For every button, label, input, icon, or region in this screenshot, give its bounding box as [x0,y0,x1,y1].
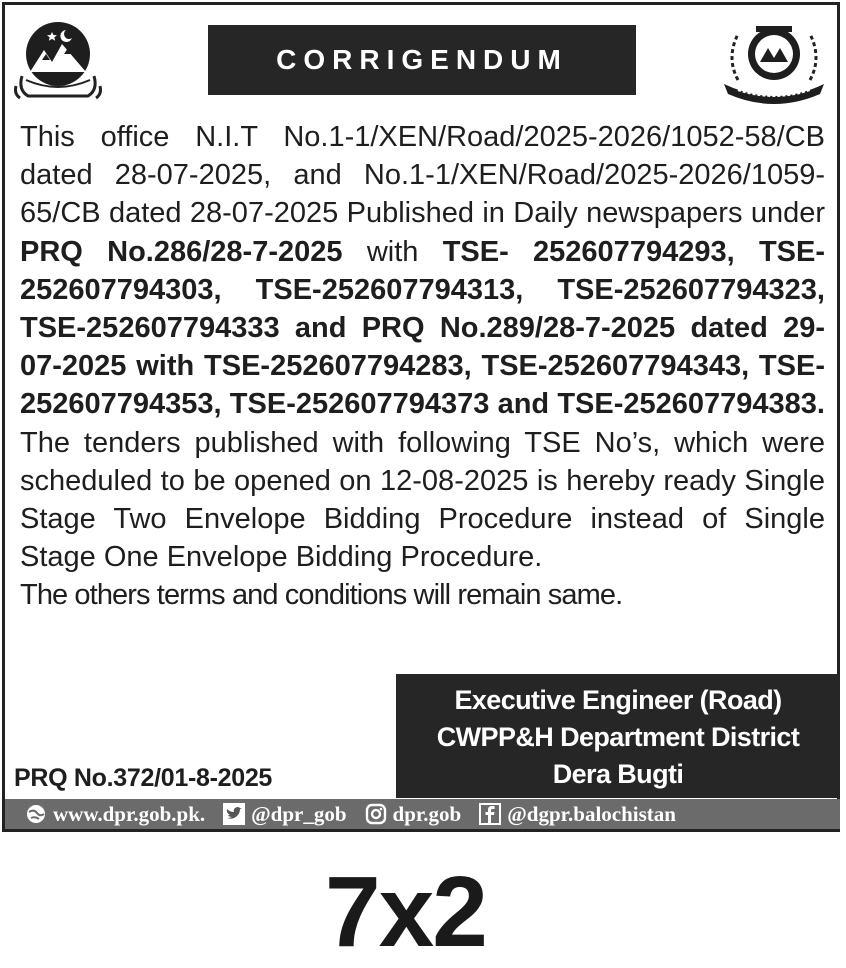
terms-line: The others terms and conditions will remain same. [20,579,623,611]
prq-reference-1: PRQ No.286/28-7-2025 [20,235,343,268]
footer-instagram[interactable] [365,802,462,827]
footer-facebook[interactable] [479,802,676,827]
body-text-intro: This office N.I.T No.1-1/XEN/Road/2025-2026/1052-58/CB dated 28-07-2025, and No.1-1/XEN/Road/2025-2026/1059-65/CB dated 28-07-2025 Published in Daily newspapers under [20,121,825,230]
balochistan-emblem-icon [12,16,104,102]
corrigendum-body [20,118,825,576]
prq-number: PRQ No.372/01-8-2025 [14,764,273,792]
instagram-icon [365,803,387,825]
body-text-with: with [342,235,443,268]
instagram-handle: dpr.gob [392,801,462,826]
footer-bar [5,799,840,829]
footer-website[interactable] [25,802,205,827]
body-text-notice: The tenders published with following TSE No’s, which were scheduled to be opened on 12-08-2025 is hereby ready Single Stage Two Envelope Bidding Procedure instead of Single Stage One Envelope Bidding Procedure. [20,426,825,574]
facebook-handle: @dgpr.balochistan [507,801,676,826]
page-title: CORRIGENDUM [276,44,568,75]
dgpr-emblem-icon [716,18,832,104]
tse-numbers: TSE- 252607794293, TSE-252607794303, TSE-252607794313, TSE-252607794323, TSE-252607794333 and PRQ No.289/28-7-2025 dated 29-07-2025 with TSE-252607794283, TSE-252607794343, TSE-252607794353, TSE-252607794373 and TSE-252607794383. [20,235,825,421]
title-banner [208,25,636,95]
signature-title: Executive Engineer (Road) [454,685,782,715]
facebook-icon [479,803,501,825]
signature-department: CWPP&H Department District [436,722,800,752]
signature-block [396,674,840,798]
signature-district: Dera Bugti [552,759,684,789]
footer-twitter[interactable] [223,802,346,827]
twitter-icon [223,803,245,825]
globe-icon [25,803,47,825]
website-text: www.dpr.gob.pk. [53,801,206,826]
ad-size-label: 7x2 [325,856,486,968]
twitter-handle: @dpr_gob [251,801,347,826]
